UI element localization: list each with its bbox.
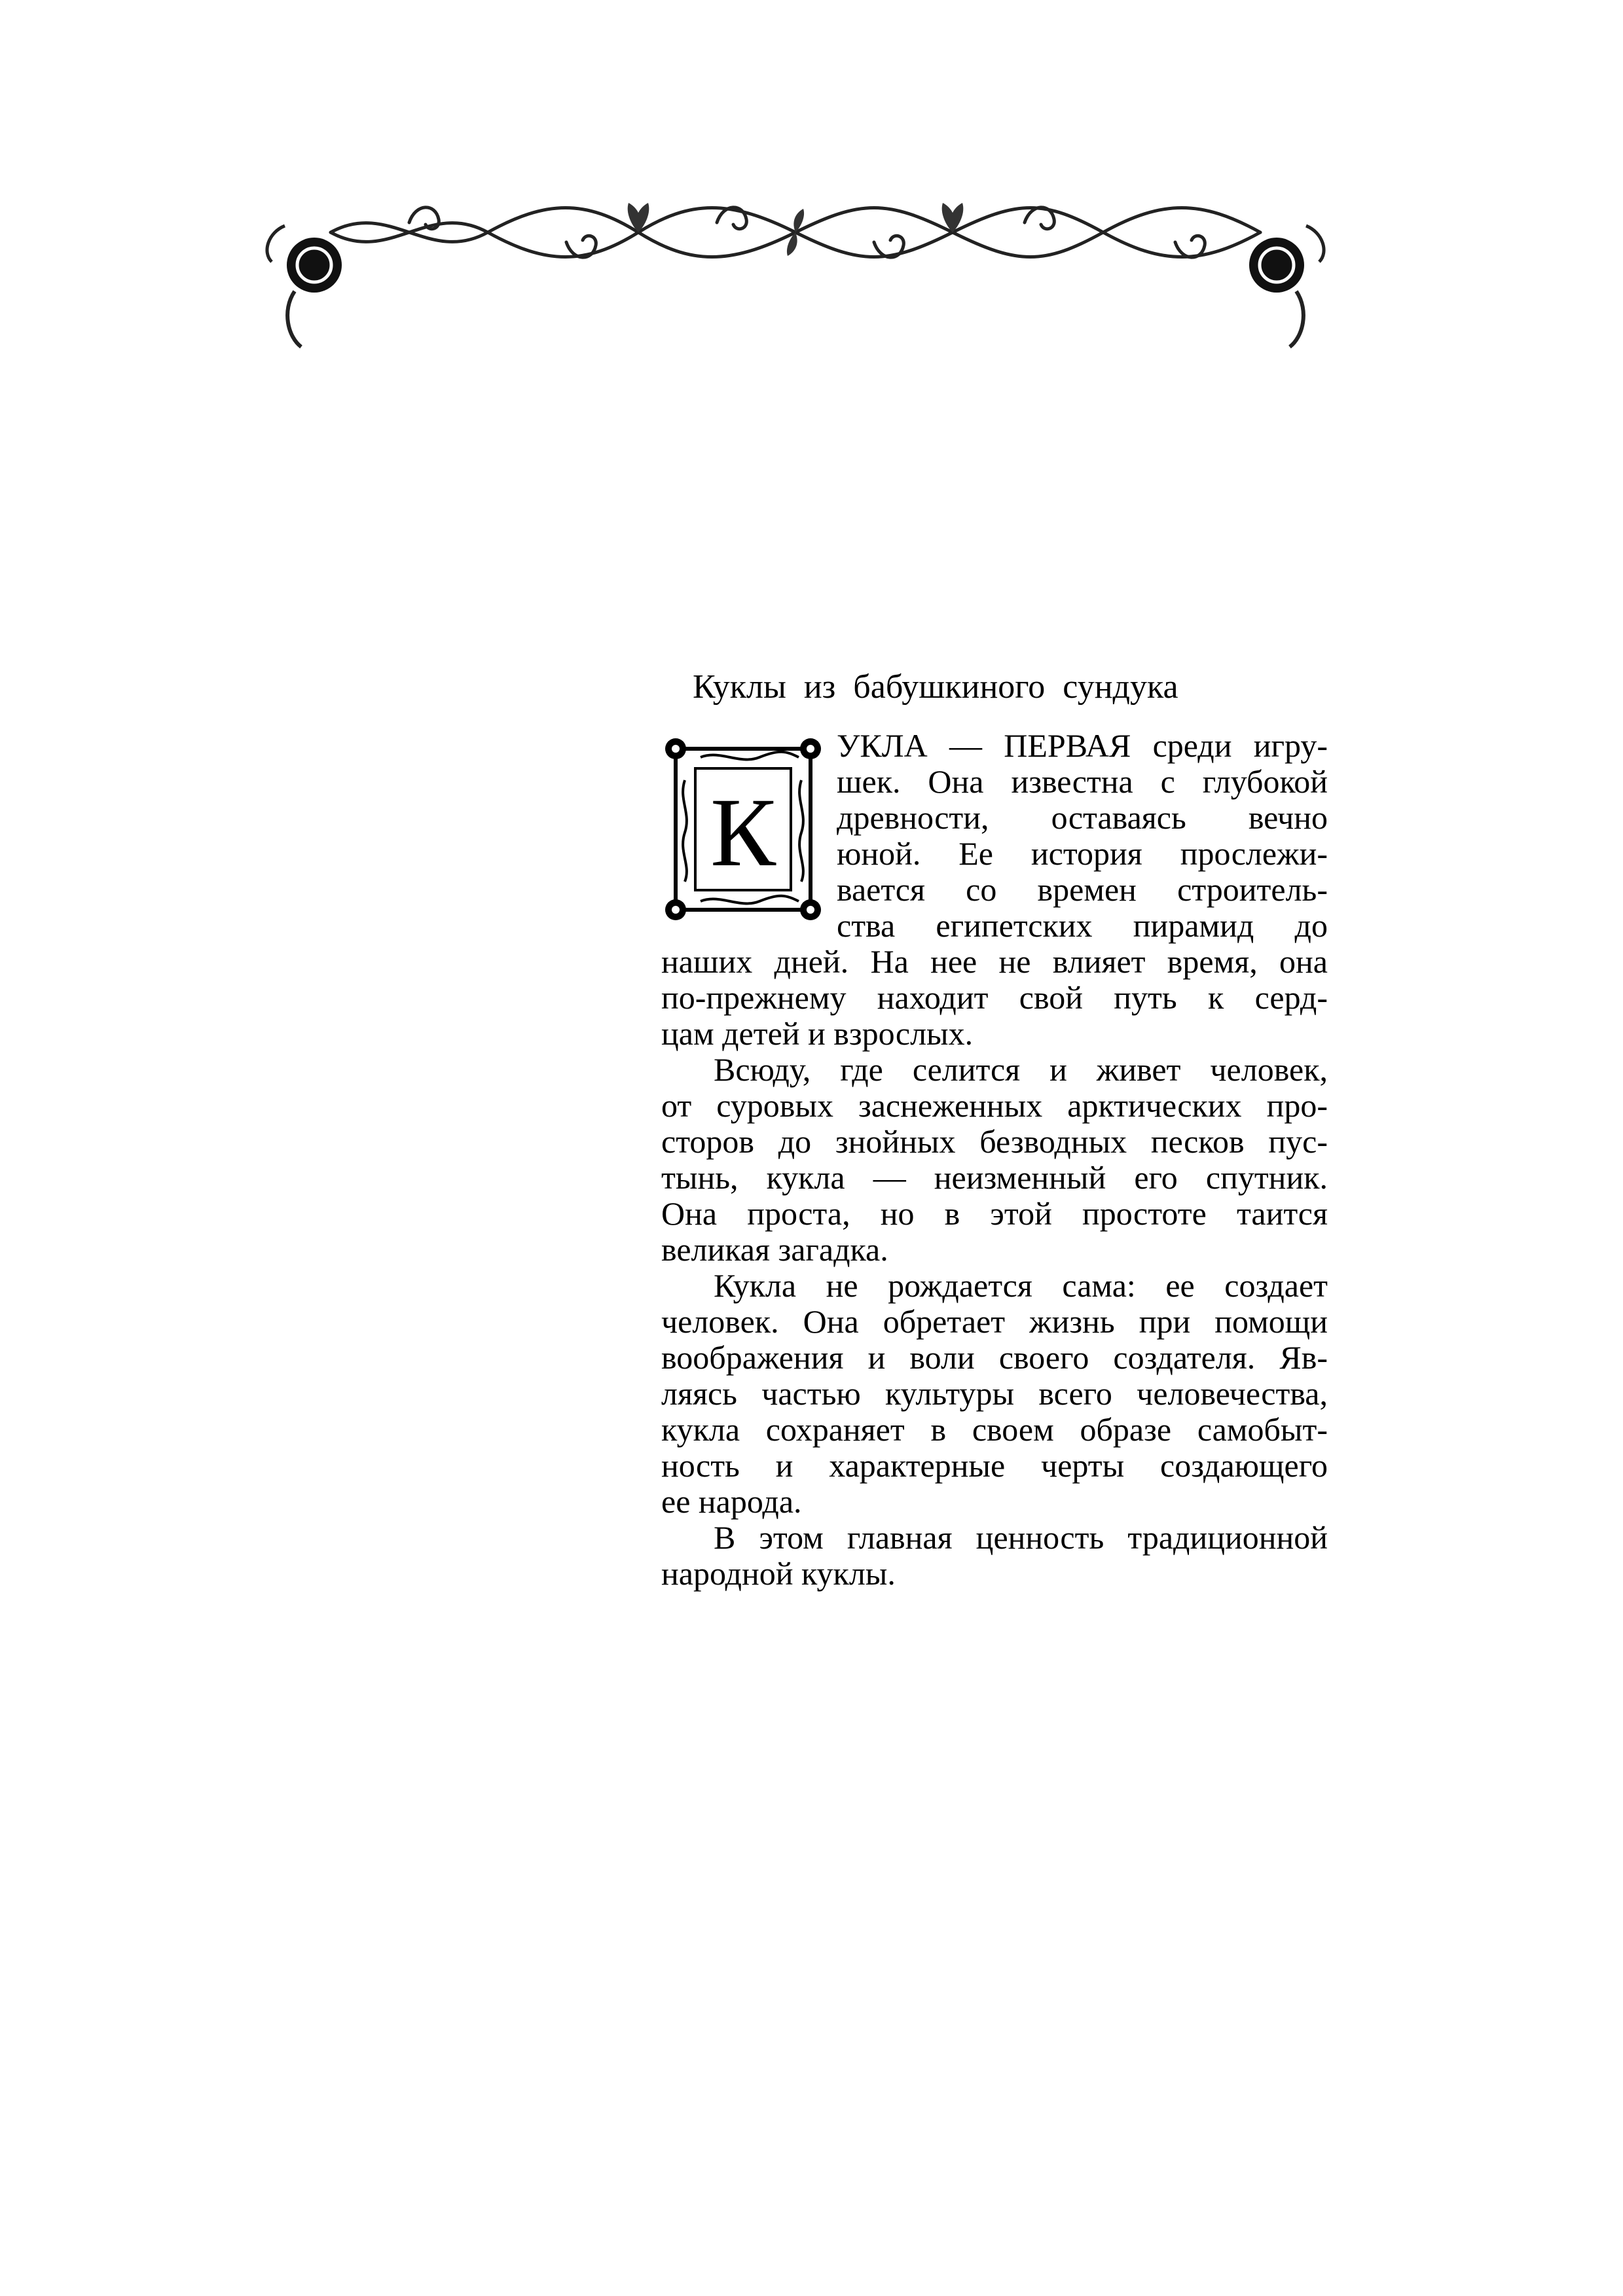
text-line: народной куклы. <box>661 1555 896 1592</box>
text-line: кукла сохраняет в своем образе самобыт- <box>661 1411 1328 1448</box>
text-line: от суровых заснеженных арктических про- <box>661 1087 1328 1124</box>
text-line: по-прежнему находит свой путь к серд- <box>661 979 1328 1016</box>
text-line: наших дней. На нее не влияет время, она <box>661 943 1328 980</box>
text-line: цам детей и взрослых. <box>661 1015 974 1052</box>
text-line: юной. Ее история прослежи- <box>837 835 1328 872</box>
text-line: ее народа. <box>661 1483 802 1520</box>
text-line: человек. Она обретает жизнь при помощи <box>661 1303 1328 1340</box>
text-line: Она проста, но в этой простоте таится <box>661 1195 1328 1232</box>
text-line: древности, оставаясь вечно <box>837 799 1328 836</box>
text-line: В этом главная ценность традиционной <box>714 1519 1328 1556</box>
text-line: Кукла не рождается сама: ее создает <box>714 1267 1328 1304</box>
text-line: воображения и воли своего создателя. Яв- <box>661 1339 1328 1376</box>
text-line: ность и характерные черты создающего <box>661 1447 1328 1484</box>
paragraph <box>661 1520 1328 1592</box>
text-line: шек. Она известна с глубокой <box>837 763 1328 800</box>
text-line: ляясь частью культуры всего человечества, <box>661 1375 1328 1412</box>
paragraph <box>661 728 1328 1052</box>
page-title: Куклы из бабушкиного сундука <box>693 668 1178 706</box>
text-line: великая загадка. <box>661 1231 888 1268</box>
text-line: ства египетских пирамид до <box>837 907 1328 944</box>
text-line: УКЛА — ПЕРВАЯ среди игру- <box>837 727 1328 764</box>
paragraph <box>661 1052 1328 1268</box>
header-ornament <box>259 187 1332 350</box>
text-line: тынь, кукла — неизменный его спутник. <box>661 1159 1328 1196</box>
article-body <box>661 728 1328 1592</box>
text-line: сторов до знойных безводных песков пус- <box>661 1123 1328 1160</box>
text-line: вается со времен строитель- <box>837 871 1328 908</box>
text-line: Всюду, где селится и живет человек, <box>714 1051 1328 1088</box>
paragraph <box>661 1268 1328 1520</box>
dropcap-letter: К <box>710 778 776 887</box>
